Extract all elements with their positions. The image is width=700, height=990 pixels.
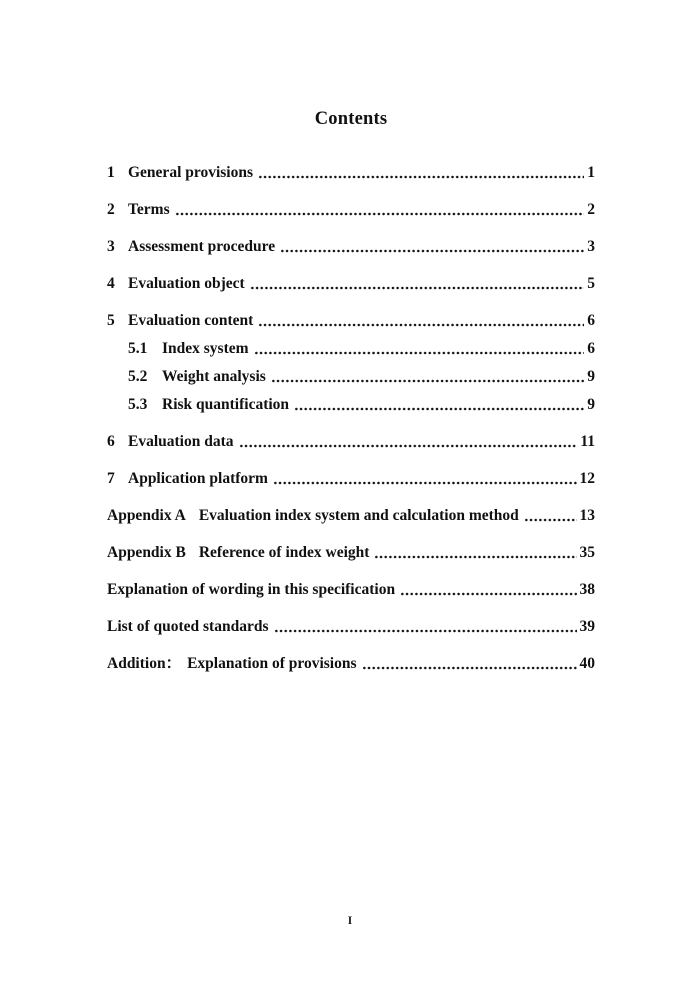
dot-leader: [271, 379, 584, 383]
dot-leader: [239, 444, 578, 448]
entry-label: Risk quantification: [162, 396, 290, 413]
dot-leader: [274, 629, 577, 633]
page-number-footer: I: [347, 913, 353, 927]
entry-number: Appendix A: [107, 507, 186, 524]
entry-label: General provisions: [128, 164, 254, 181]
entry-number: 5: [107, 312, 115, 329]
entry-page: 40: [579, 655, 595, 672]
entry-page: 11: [580, 433, 595, 450]
dot-leader: [362, 666, 577, 670]
dot-leader: [294, 407, 584, 411]
entry-label: Explanation of provisions: [187, 655, 357, 672]
toc-entry-appendix-b[interactable]: [107, 544, 595, 561]
entry-number: Appendix B: [107, 544, 186, 561]
entry-page: 3: [587, 238, 595, 255]
entry-page: 13: [579, 507, 595, 524]
toc-entry-terms[interactable]: [107, 201, 595, 218]
toc-entry-appendix-a[interactable]: [107, 507, 595, 524]
toc-entry-risk-quantification[interactable]: [107, 396, 595, 413]
entry-number: 5.1: [128, 340, 148, 357]
entry-page: 6: [587, 340, 595, 357]
toc-entry-index-system[interactable]: [107, 340, 595, 357]
entry-label: Explanation of wording in this specification: [107, 581, 396, 598]
toc-entry-assessment-procedure[interactable]: [107, 238, 595, 255]
entry-page: 5: [587, 275, 595, 292]
dot-leader: [273, 481, 577, 485]
entry-number: Addition：: [107, 655, 182, 672]
toc-entry-addition-explanation-of-provisions[interactable]: [107, 655, 595, 672]
table-of-contents: [107, 164, 595, 672]
entry-page: 35: [579, 544, 595, 561]
dot-leader: [254, 351, 585, 355]
page-title: Contents: [314, 109, 388, 129]
toc-content: [107, 109, 595, 672]
dot-leader: [280, 249, 584, 253]
entry-number: 4: [107, 275, 115, 292]
entry-label: Assessment procedure: [128, 238, 276, 255]
toc-entry-evaluation-object[interactable]: [107, 275, 595, 292]
entry-page: 9: [587, 396, 595, 413]
toc-entry-application-platform[interactable]: [107, 470, 595, 487]
entry-number: 7: [107, 470, 115, 487]
entry-label: Evaluation object: [128, 275, 245, 292]
entry-label: Terms: [128, 201, 170, 218]
dot-leader: [258, 175, 584, 179]
entry-page: 2: [587, 201, 595, 218]
entry-label: Application platform: [128, 470, 268, 487]
entry-label: Reference of index weight: [198, 544, 370, 561]
dot-leader: [175, 212, 585, 216]
entry-page: 1: [587, 164, 595, 181]
entry-page: 9: [587, 368, 595, 385]
entry-number: 5.2: [128, 368, 148, 385]
entry-number: 1: [107, 164, 115, 181]
entry-label: Evaluation index system and calculation method: [198, 507, 519, 524]
entry-page: 12: [579, 470, 595, 487]
entry-number: 6: [107, 433, 115, 450]
entry-label: List of quoted standards: [107, 618, 269, 635]
toc-entry-explanation-of-wording[interactable]: [107, 581, 595, 598]
entry-number: 2: [107, 201, 115, 218]
dot-leader: [250, 286, 585, 290]
entry-number: 5.3: [128, 396, 148, 413]
dot-leader: [374, 555, 576, 559]
entry-number: 3: [107, 238, 115, 255]
entry-label: Evaluation data: [128, 433, 234, 450]
entry-label: Weight analysis: [162, 368, 266, 385]
toc-entry-general-provisions[interactable]: [107, 164, 595, 181]
toc-entry-list-of-quoted-standards[interactable]: [107, 618, 595, 635]
toc-entry-weight-analysis[interactable]: [107, 368, 595, 385]
dot-leader: [400, 592, 576, 596]
entry-page: 39: [579, 618, 595, 635]
dot-leader: [524, 518, 577, 522]
entry-label: Index system: [162, 340, 249, 357]
toc-entry-evaluation-data[interactable]: [107, 433, 595, 450]
toc-entry-evaluation-content[interactable]: [107, 312, 595, 329]
dot-leader: [258, 323, 584, 327]
entry-label: Evaluation content: [128, 312, 254, 329]
entry-page: 38: [579, 581, 595, 598]
entry-page: 6: [587, 312, 595, 329]
